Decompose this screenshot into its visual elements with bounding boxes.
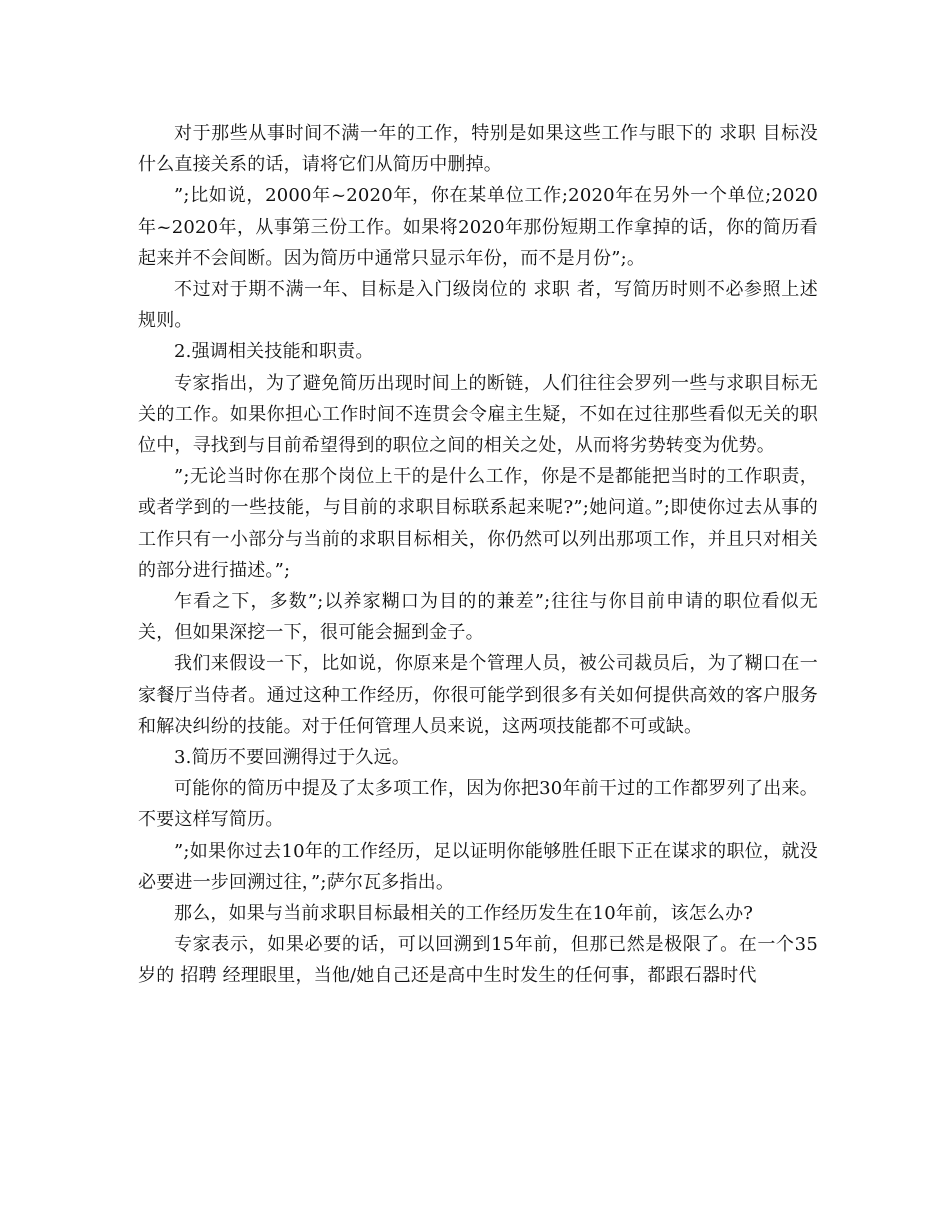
- paragraph: 不过对于期不满一年、目标是入门级岗位的 求职 者，写简历时则不必参照上述规则。: [138, 279, 818, 332]
- paragraph: 可能你的简历中提及了太多项工作，因为你把30年前干过的工作都罗列了出来。不要这样写简历。: [138, 778, 818, 831]
- document-body: [138, 118, 818, 992]
- section-heading: 2.强调相关技能和职责。: [174, 341, 374, 363]
- paragraph: 对于那些从事时间不满一年的工作，特别是如果这些工作与眼下的 求职 目标没什么直接关系的话，请将它们从简历中删掉。: [138, 123, 818, 176]
- paragraph: 那么，如果与当前求职目标最相关的工作经历发生在10年前，该怎么办?: [174, 903, 754, 925]
- paragraph: ”;比如说，2000年~2020年，你在某单位工作;2020年在另外一个单位;2020年~2020年，从事第三份工作。如果将2020年那份短期工作拿掉的话，你的简历看起来并不会间断。因为简历中通常只显示年份，而不是月份”;。: [138, 185, 818, 269]
- paragraph: ”;如果你过去10年的工作经历，足以证明你能够胜任眼下正在谋求的职位，就没必要进一步回溯过往，”;萨尔瓦多指出。: [138, 840, 818, 893]
- paragraph: 专家指出，为了避免简历出现时间上的断链，人们往往会罗列一些与求职目标无关的工作。如果你担心工作时间不连贯会令雇主生疑，不如在过往那些看似无关的职位中，寻找到与目前希望得到的职位之间的相关之处，从而将劣势转变为优势。: [138, 372, 818, 457]
- paragraph: 我们来假设一下，比如说，你原来是个管理人员，被公司裁员后，为了糊口在一家餐厅当侍者。通过这种工作经历，你很可能学到很多有关如何提供高效的客户服务和解决纠纷的技能。对于任何管理人员来说，这两项技能都不可或缺。: [138, 653, 818, 737]
- paragraph: 专家表示，如果必要的话，可以回溯到15年前，但那已然是极限了。在一个35岁的 招聘 经理眼里，当他/她自己还是高中生时发生的任何事，都跟石器时代: [138, 934, 818, 987]
- paragraph: ”;无论当时你在那个岗位上干的是什么工作，你是不是都能把当时的工作职责，或者学到的一些技能，与目前的求职目标联系起来呢?”;她问道。”;即使你过去从事的工作只有一小部分与当前的求职目标相关，你仍然可以列出那项工作，并且只对相关的部分进行描述。”;: [138, 466, 818, 581]
- section-heading: 3.简历不要回溯得过于久远。: [174, 747, 410, 769]
- paragraph: 乍看之下，多数”;以养家糊口为目的的兼差”;往往与你目前申请的职位看似无关，但如果深挖一下，很可能会掘到金子。: [138, 591, 818, 644]
